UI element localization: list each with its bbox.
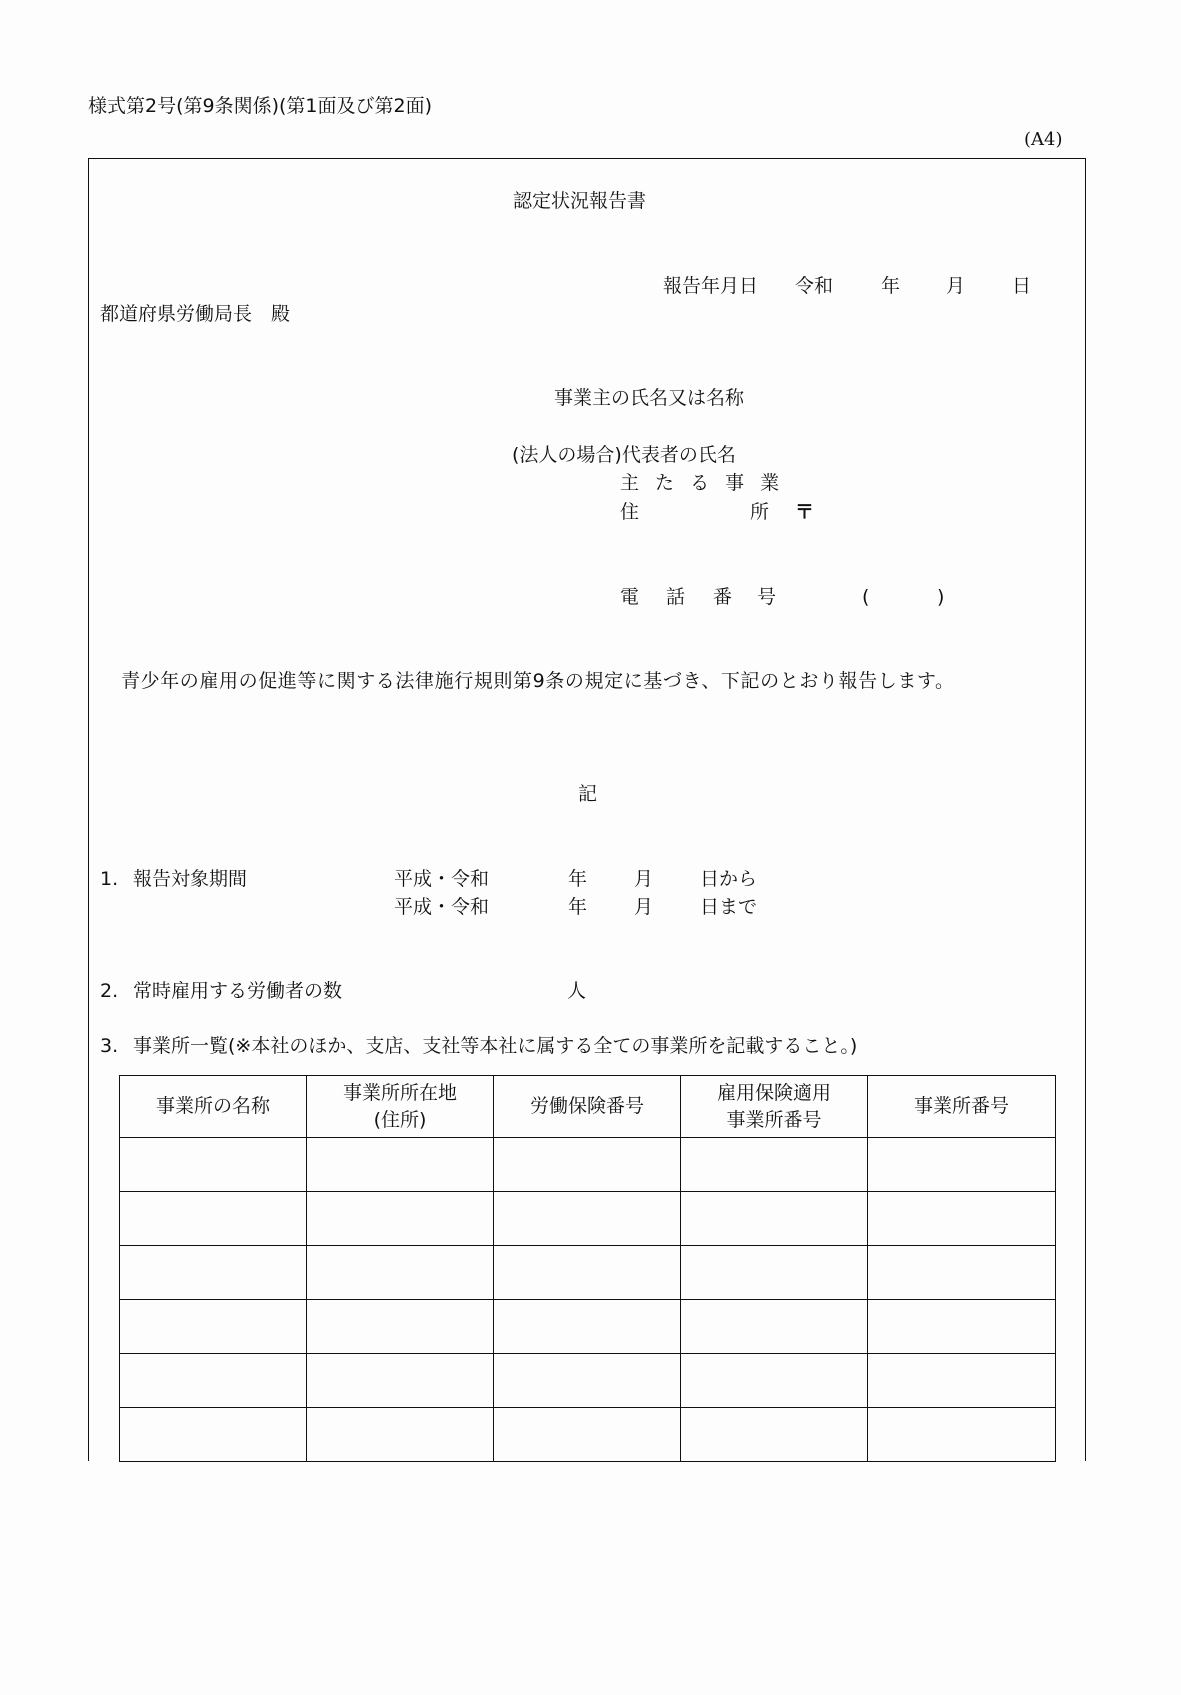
cell-office-address[interactable] xyxy=(307,1354,494,1408)
header-employment-insurance-number: 雇用保険適用 事業所番号 xyxy=(681,1076,868,1138)
postal-mark-icon: 〒 xyxy=(795,501,815,523)
item1-number: 1. xyxy=(100,868,119,890)
report-date-day-unit: 日 xyxy=(1012,275,1032,297)
report-date-year-unit: 年 xyxy=(881,275,901,297)
header-office-address: 事業所所在地 (住所) xyxy=(307,1076,494,1138)
cell-office-name[interactable] xyxy=(120,1354,307,1408)
phone-label-char-4: 号 xyxy=(757,586,777,608)
cell-labor-insurance-number[interactable] xyxy=(494,1138,681,1192)
cell-labor-insurance-number[interactable] xyxy=(494,1354,681,1408)
cell-office-number[interactable] xyxy=(868,1354,1056,1408)
table-row xyxy=(120,1300,1056,1354)
representative-name-label: (法人の場合)代表者の氏名 xyxy=(512,444,736,466)
report-date-era: 令和 xyxy=(795,275,834,297)
item2-label: 常時雇用する労働者の数 xyxy=(133,980,343,1002)
cell-office-number[interactable] xyxy=(868,1300,1056,1354)
table-header-row xyxy=(120,1076,1056,1138)
cell-office-number[interactable] xyxy=(868,1408,1056,1462)
item3-number: 3. xyxy=(100,1035,119,1057)
address-label-1: 住 xyxy=(620,501,640,523)
header-office-number: 事業所番号 xyxy=(868,1076,1056,1138)
statement-paragraph: 青少年の雇用の促進等に関する法律施行規則第9条の規定に基づき、下記のとおり報告します。 xyxy=(121,670,955,692)
cell-employment-insurance-number[interactable] xyxy=(681,1354,868,1408)
cell-office-address[interactable] xyxy=(307,1408,494,1462)
document-title: 認定状況報告書 xyxy=(513,190,647,212)
cell-office-name[interactable] xyxy=(120,1138,307,1192)
table-row xyxy=(120,1246,1056,1300)
item3-label: 事業所一覧(※本社のほか、支店、支社等本社に属する全ての事業所を記載すること。) xyxy=(133,1035,858,1057)
cell-office-address[interactable] xyxy=(307,1138,494,1192)
cell-office-number[interactable] xyxy=(868,1138,1056,1192)
cell-office-name[interactable] xyxy=(120,1300,307,1354)
item1-to-month: 月 xyxy=(634,896,654,918)
cell-employment-insurance-number[interactable] xyxy=(681,1246,868,1300)
item1-to-year: 年 xyxy=(568,896,588,918)
report-date-month-unit: 月 xyxy=(946,275,966,297)
item1-to-era: 平成・令和 xyxy=(394,896,490,918)
phone-label-char-1: 電 xyxy=(620,586,640,608)
report-date-label: 報告年月日 xyxy=(663,275,759,297)
cell-office-address[interactable] xyxy=(307,1192,494,1246)
item1-from-year: 年 xyxy=(568,868,588,890)
form-number-label: 様式第2号(第9条関係)(第1面及び第2面) xyxy=(88,95,433,117)
table-row xyxy=(120,1138,1056,1192)
cell-office-name[interactable] xyxy=(120,1192,307,1246)
item2-number: 2. xyxy=(100,980,119,1002)
item1-label: 報告対象期間 xyxy=(133,868,248,890)
item1-to-day: 日まで xyxy=(700,896,758,918)
addressee: 都道府県労働局長 殿 xyxy=(100,303,291,325)
item2-unit: 人 xyxy=(567,980,587,1002)
cell-office-address[interactable] xyxy=(307,1246,494,1300)
cell-office-number[interactable] xyxy=(868,1192,1056,1246)
cell-labor-insurance-number[interactable] xyxy=(494,1192,681,1246)
main-business-label: 主 た る 事 業 xyxy=(620,472,785,494)
phone-close-paren: ) xyxy=(937,586,945,608)
cell-labor-insurance-number[interactable] xyxy=(494,1246,681,1300)
cell-employment-insurance-number[interactable] xyxy=(681,1408,868,1462)
phone-label-char-3: 番 xyxy=(713,586,733,608)
cell-employment-insurance-number[interactable] xyxy=(681,1192,868,1246)
offices-table xyxy=(119,1075,1056,1462)
cell-office-number[interactable] xyxy=(868,1246,1056,1300)
paper-size-label: (A4) xyxy=(1024,129,1063,150)
phone-open-paren: ( xyxy=(862,586,870,608)
table-row xyxy=(120,1192,1056,1246)
item1-from-era: 平成・令和 xyxy=(394,868,490,890)
cell-employment-insurance-number[interactable] xyxy=(681,1138,868,1192)
address-label-2: 所 xyxy=(750,501,770,523)
employer-name-label: 事業主の氏名又は名称 xyxy=(554,387,745,409)
item1-from-month: 月 xyxy=(634,868,654,890)
ki-heading: 記 xyxy=(578,783,598,805)
phone-label-char-2: 話 xyxy=(666,586,686,608)
header-office-name: 事業所の名称 xyxy=(120,1076,307,1138)
table-row xyxy=(120,1408,1056,1462)
cell-office-name[interactable] xyxy=(120,1246,307,1300)
header-labor-insurance-number: 労働保険番号 xyxy=(494,1076,681,1138)
cell-office-name[interactable] xyxy=(120,1408,307,1462)
item1-from-day: 日から xyxy=(700,868,758,890)
cell-office-address[interactable] xyxy=(307,1300,494,1354)
table-row xyxy=(120,1354,1056,1408)
cell-labor-insurance-number[interactable] xyxy=(494,1300,681,1354)
cell-employment-insurance-number[interactable] xyxy=(681,1300,868,1354)
cell-labor-insurance-number[interactable] xyxy=(494,1408,681,1462)
